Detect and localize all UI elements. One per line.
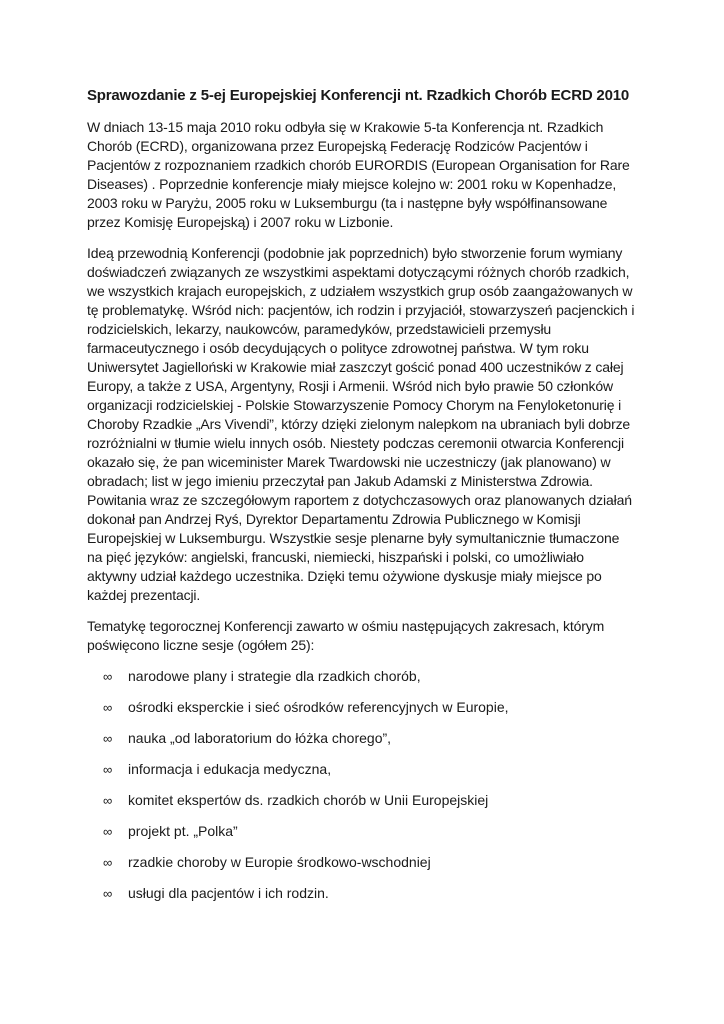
paragraph-topics-intro: Tematykę tegorocznej Konferencji zawarto w ośmiu następujących zakresach, którym poświęcono liczne sesje (ogółem 25): — [87, 618, 605, 653]
list-item — [87, 822, 635, 841]
list-item-text: komitet ekspertów ds. rzadkich chorób w Unii Europejskiej — [128, 792, 489, 808]
list-item — [87, 884, 635, 903]
paragraph-intro: W dniach 13-15 maja 2010 roku odbyła się w Krakowie 5-ta Konferencja nt. Rzadkich Chorób (ECRD), organizowana przez Europejską Federację Rodziców Pacjentów i Pacjentów z rozpoznaniem rzadkich chorób EURORDIS (European Organisation for Rare Diseases) . Poprzednie konferencje miały miejsce kolejno w: 2001 roku w Kopenhadze, 2003 roku w Paryżu, 2005 roku w Luksemburgu (ta i następne były współfinansowane przez Komisję Europejską) i 2007 roku w Lizbonie. — [87, 119, 630, 230]
infinity-bullet-icon: ∞ — [103, 886, 113, 901]
infinity-bullet-icon: ∞ — [103, 793, 113, 808]
infinity-bullet-icon: ∞ — [103, 824, 113, 839]
list-item — [87, 791, 635, 810]
list-item-text: nauka „od laboratorium do łóżka chorego”, — [128, 730, 392, 746]
list-item-text: projekt pt. „Polka” — [128, 823, 238, 839]
list-item — [87, 853, 635, 872]
list-item-text: rzadkie choroby w Europie środkowo-wschodniej — [128, 854, 431, 870]
list-item — [87, 760, 635, 779]
list-item — [87, 667, 635, 686]
document-title: Sprawozdanie z 5-ej Europejskiej Konferencji nt. Rzadkich Chorób ECRD 2010 — [87, 87, 629, 104]
topics-list — [87, 667, 635, 903]
list-item-text: usługi dla pacjentów i ich rodzin. — [128, 885, 329, 901]
document-page — [87, 86, 635, 915]
infinity-bullet-icon: ∞ — [103, 731, 113, 746]
infinity-bullet-icon: ∞ — [103, 700, 113, 715]
list-item-text: narodowe plany i strategie dla rzadkich chorób, — [128, 668, 421, 684]
list-item — [87, 729, 635, 748]
list-item — [87, 698, 635, 717]
list-item-text: ośrodki eksperckie i sieć ośrodków referencyjnych w Europie, — [128, 699, 509, 715]
list-item-text: informacja i edukacja medyczna, — [128, 761, 332, 777]
paragraph-main-idea: Ideą przewodnią Konferencji (podobnie jak poprzednich) było stworzenie forum wymiany doświadczeń związanych ze wszystkimi aspektami dotyczącymi różnych chorób rzadkich, we wszystkich krajach europejskich, z udziałem wszystkich grup osób zaangażowanych w tę problematykę. Wśród nich: pacjentów, ich rodzin i przyjaciół, stowarzyszeń pacjenckich i rodzicielskich, lekarzy, naukowców, paramedyków, przedstawicieli przemysłu farmaceutycznego i osób decydujących o polityce zdrowotnej państwa. W tym roku Uniwersytet Jagielloński w Krakowie miał zaszczyt gościć ponad 400 uczestników z całej Europy, a także z USA, Argentyny, Rosji i Armenii. Wśród nich było prawie 50 członków organizacji rodzicielskiej - Polskie Stowarzyszenie Pomocy Chorym na Fenyloketonurię i Choroby Rzadkie „Ars Vivendi”, którzy dzięki zielonym nalepkom na ubraniach byli dobrze rozróżnialni w tłumie wielu innych osób. Niestety podczas ceremonii otwarcia Konferencji okazało się, że pan wiceminister Marek Twardowski nie uczestniczy (jak planowano) w obradach; list w jego imieniu przeczytał pan Jakub Adamski z Ministerstwa Zdrowia. Powitania wraz ze szczegółowym raportem z dotychczasowych oraz planowanych działań dokonał pan Andrzej Ryś, Dyrektor Departamentu Zdrowia Publicznego w Komisji Europejskiej w Luksemburgu. Wszystkie sesje plenarne były symultanicznie tłumaczone na pięć języków: angielski, francuski, niemiecki, hiszpański i polski, co umożliwiało aktywny udział każdego uczestnika. Dzięki temu ożywione dyskusje miały miejsce po każdej prezentacji. — [87, 245, 635, 603]
infinity-bullet-icon: ∞ — [103, 762, 113, 777]
infinity-bullet-icon: ∞ — [103, 855, 113, 870]
infinity-bullet-icon: ∞ — [103, 669, 113, 684]
